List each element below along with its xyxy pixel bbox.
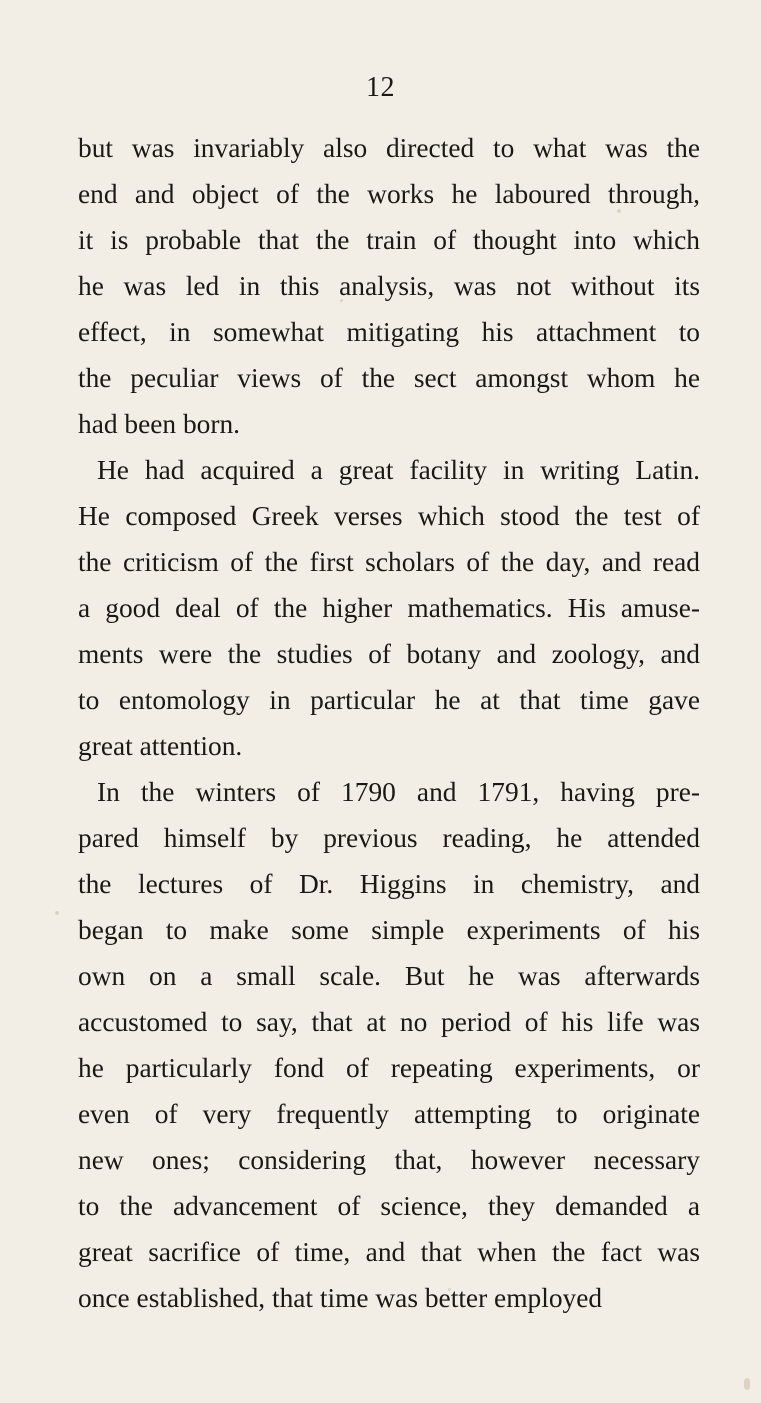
text-line: a good deal of the higher mathematics. His amuse- [78,593,700,623]
text-line: own on a small scale. But he was afterwards [78,961,700,991]
text-line: he was led in this analysis, was not without its [78,271,700,301]
text-line: He composed Greek verses which stood the test of [78,501,700,531]
paper-speck [744,1378,750,1390]
text-line: effect, in somewhat mitigating his attachment to [78,317,700,347]
text-line: to entomology in particular he at that time gave [78,685,700,715]
paper-speck [617,209,621,213]
page-text [78,125,700,1321]
paper-speck [55,911,59,915]
page-number: 12 [366,72,395,103]
text-line: had been born. [78,409,241,439]
text-line: to the advancement of science, they demanded a [78,1191,700,1221]
text-line: He had acquired a great facility in writing Latin. [97,455,700,485]
text-line: great attention. [78,731,243,761]
text-line: the lectures of Dr. Higgins in chemistry, and [78,869,700,899]
text-line: he particularly fond of repeating experiments, or [78,1053,700,1083]
paper-speck [448,1288,451,1291]
text-line: began to make some simple experiments of his [78,915,700,945]
text-line: ments were the studies of botany and zoology, and [78,639,700,669]
text-line: the criticism of the first scholars of the day, and read [78,547,700,577]
text-line: but was invariably also directed to what was the [78,133,700,163]
paper-speck [340,299,343,302]
text-line: end and object of the works he laboured through, [78,179,700,209]
text-line: it is probable that the train of thought into which [78,225,700,255]
text-line: new ones; considering that, however necessary [78,1145,700,1175]
text-line: once established, that time was better employed [78,1283,603,1313]
text-line: the peculiar views of the sect amongst whom he [78,363,700,393]
text-line: even of very frequently attempting to originate [78,1099,700,1129]
text-line: great sacrifice of time, and that when the fact was [78,1237,700,1267]
text-line: pared himself by previous reading, he attended [78,823,700,853]
text-line: In the winters of 1790 and 1791, having pre- [97,777,700,807]
text-line: accustomed to say, that at no period of his life was [78,1007,700,1037]
